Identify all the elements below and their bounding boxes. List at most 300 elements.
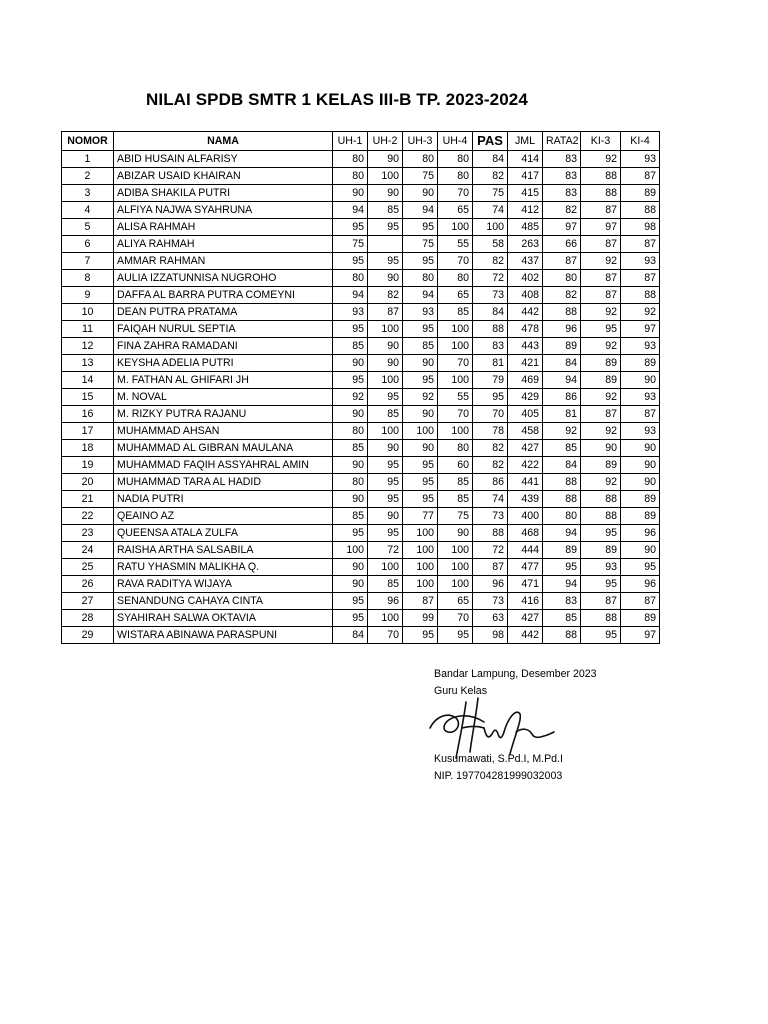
cell-uh1: 80 [333,151,368,168]
cell-uh2: 96 [368,593,403,610]
cell-nomor: 26 [62,576,114,593]
cell-uh3: 95 [403,321,438,338]
cell-jml: 421 [508,355,543,372]
table-row [62,627,660,644]
cell-jml: 458 [508,423,543,440]
cell-ki3: 87 [581,406,621,423]
cell-ki3: 87 [581,593,621,610]
table-row [62,423,660,440]
table-row [62,440,660,457]
cell-rata2: 83 [543,168,581,185]
cell-uh3: 80 [403,151,438,168]
cell-ki3: 87 [581,287,621,304]
cell-nama: AULIA IZZATUNNISA NUGROHO [114,270,333,287]
cell-rata2: 85 [543,440,581,457]
cell-ki4: 96 [621,525,660,542]
cell-ki3: 87 [581,236,621,253]
cell-jml: 405 [508,406,543,423]
cell-uh2: 90 [368,440,403,457]
cell-ki3: 89 [581,542,621,559]
cell-ki4: 93 [621,253,660,270]
cell-rata2: 81 [543,406,581,423]
cell-ki3: 95 [581,627,621,644]
cell-nomor: 9 [62,287,114,304]
cell-nomor: 3 [62,185,114,202]
cell-uh4: 75 [438,508,473,525]
cell-jml: 468 [508,525,543,542]
cell-uh1: 90 [333,559,368,576]
cell-rata2: 94 [543,576,581,593]
cell-uh4: 100 [438,338,473,355]
cell-nama: DEAN PUTRA PRATAMA [114,304,333,321]
cell-ki3: 90 [581,440,621,457]
cell-uh4: 80 [438,168,473,185]
cell-uh4: 100 [438,372,473,389]
table-row [62,542,660,559]
cell-uh4: 100 [438,542,473,559]
cell-uh3: 87 [403,593,438,610]
cell-uh3: 90 [403,406,438,423]
cell-ki3: 92 [581,151,621,168]
cell-nomor: 5 [62,219,114,236]
cell-rata2: 89 [543,338,581,355]
table-row [62,270,660,287]
cell-uh4: 100 [438,321,473,338]
cell-ki3: 92 [581,338,621,355]
cell-uh1: 94 [333,287,368,304]
cell-jml: 471 [508,576,543,593]
cell-uh1: 94 [333,202,368,219]
cell-nama: SYAHIRAH SALWA OKTAVIA [114,610,333,627]
cell-uh2: 95 [368,389,403,406]
cell-jml: 414 [508,151,543,168]
cell-uh2 [368,236,403,253]
cell-uh1: 75 [333,236,368,253]
cell-uh2: 100 [368,372,403,389]
cell-rata2: 84 [543,457,581,474]
cell-uh4: 85 [438,304,473,321]
cell-pas: 83 [473,338,508,355]
cell-uh4: 95 [438,627,473,644]
cell-nomor: 14 [62,372,114,389]
cell-ki3: 88 [581,610,621,627]
cell-rata2: 92 [543,423,581,440]
cell-rata2: 82 [543,202,581,219]
table-row [62,236,660,253]
cell-jml: 412 [508,202,543,219]
table-row [62,151,660,168]
cell-ki3: 95 [581,525,621,542]
cell-uh4: 90 [438,525,473,542]
cell-nomor: 24 [62,542,114,559]
table-row [62,202,660,219]
cell-nomor: 17 [62,423,114,440]
cell-uh2: 100 [368,168,403,185]
cell-nama: M. RIZKY PUTRA RAJANU [114,406,333,423]
cell-ki3: 88 [581,168,621,185]
table-row [62,576,660,593]
cell-uh2: 100 [368,610,403,627]
cell-jml: 442 [508,304,543,321]
cell-ki4: 92 [621,304,660,321]
cell-pas: 98 [473,627,508,644]
cell-uh4: 70 [438,610,473,627]
cell-ki4: 90 [621,457,660,474]
cell-uh1: 100 [333,542,368,559]
cell-uh3: 90 [403,185,438,202]
cell-pas: 63 [473,610,508,627]
table-row [62,185,660,202]
cell-pas: 87 [473,559,508,576]
cell-pas: 73 [473,508,508,525]
cell-jml: 441 [508,474,543,491]
cell-ki4: 89 [621,610,660,627]
header-pas: PAS [473,132,508,151]
cell-nama: NADIA PUTRI [114,491,333,508]
cell-rata2: 66 [543,236,581,253]
cell-uh3: 94 [403,202,438,219]
cell-ki3: 89 [581,457,621,474]
table-row [62,338,660,355]
cell-uh4: 85 [438,491,473,508]
header-uh3: UH-3 [403,132,438,151]
cell-uh3: 77 [403,508,438,525]
table-row [62,389,660,406]
cell-uh3: 95 [403,627,438,644]
cell-jml: 416 [508,593,543,610]
cell-uh4: 80 [438,440,473,457]
cell-nama: RATU YHASMIN MALIKHA Q. [114,559,333,576]
cell-rata2: 85 [543,610,581,627]
cell-jml: 415 [508,185,543,202]
cell-uh3: 90 [403,355,438,372]
cell-uh4: 65 [438,287,473,304]
cell-uh1: 95 [333,525,368,542]
cell-jml: 444 [508,542,543,559]
cell-nomor: 6 [62,236,114,253]
cell-jml: 469 [508,372,543,389]
cell-uh3: 95 [403,219,438,236]
cell-pas: 74 [473,491,508,508]
cell-uh3: 85 [403,338,438,355]
cell-rata2: 97 [543,219,581,236]
cell-ki3: 92 [581,389,621,406]
cell-rata2: 94 [543,525,581,542]
header-nomor: NOMOR [62,132,114,151]
cell-rata2: 86 [543,389,581,406]
cell-nomor: 21 [62,491,114,508]
cell-uh3: 100 [403,525,438,542]
cell-pas: 75 [473,185,508,202]
table-row [62,525,660,542]
cell-rata2: 87 [543,253,581,270]
cell-uh2: 95 [368,525,403,542]
cell-uh4: 100 [438,219,473,236]
cell-uh1: 95 [333,593,368,610]
cell-nomor: 8 [62,270,114,287]
cell-uh3: 75 [403,168,438,185]
cell-pas: 74 [473,202,508,219]
cell-uh2: 85 [368,576,403,593]
cell-nama: ADIBA SHAKILA PUTRI [114,185,333,202]
cell-nama: ALFIYA NAJWA SYAHRUNA [114,202,333,219]
cell-pas: 96 [473,576,508,593]
table-row [62,287,660,304]
cell-ki3: 95 [581,321,621,338]
cell-uh1: 80 [333,270,368,287]
cell-uh2: 90 [368,270,403,287]
cell-rata2: 94 [543,372,581,389]
cell-ki4: 93 [621,338,660,355]
cell-nama: MUHAMMAD AHSAN [114,423,333,440]
cell-ki4: 89 [621,508,660,525]
cell-uh2: 85 [368,202,403,219]
table-row [62,253,660,270]
cell-uh2: 95 [368,457,403,474]
cell-pas: 82 [473,168,508,185]
cell-uh4: 70 [438,253,473,270]
table-row [62,304,660,321]
cell-pas: 58 [473,236,508,253]
table-row [62,559,660,576]
cell-uh3: 80 [403,270,438,287]
cell-uh2: 95 [368,219,403,236]
cell-uh4: 100 [438,576,473,593]
cell-rata2: 83 [543,151,581,168]
cell-jml: 400 [508,508,543,525]
cell-uh3: 100 [403,423,438,440]
table-row [62,593,660,610]
cell-ki3: 89 [581,372,621,389]
cell-nomor: 10 [62,304,114,321]
cell-uh2: 82 [368,287,403,304]
cell-ki3: 87 [581,270,621,287]
cell-ki3: 97 [581,219,621,236]
cell-uh1: 84 [333,627,368,644]
cell-uh1: 80 [333,168,368,185]
cell-jml: 422 [508,457,543,474]
cell-nama: RAVA RADITYA WIJAYA [114,576,333,593]
header-ki4: KI-4 [621,132,660,151]
cell-nama: QUEENSA ATALA ZULFA [114,525,333,542]
table-row [62,491,660,508]
signer-name: Kusumawati, S.Pd.I, M.Pd.I [434,753,563,765]
cell-uh1: 95 [333,253,368,270]
cell-ki4: 90 [621,542,660,559]
cell-rata2: 83 [543,185,581,202]
cell-ki3: 95 [581,576,621,593]
cell-ki4: 93 [621,423,660,440]
cell-ki3: 93 [581,559,621,576]
cell-uh1: 92 [333,389,368,406]
cell-ki4: 90 [621,440,660,457]
cell-ki4: 87 [621,236,660,253]
cell-uh1: 90 [333,406,368,423]
cell-uh4: 85 [438,474,473,491]
cell-ki4: 98 [621,219,660,236]
cell-uh2: 72 [368,542,403,559]
signer-nip: NIP. 197704281999032003 [434,770,563,782]
cell-rata2: 88 [543,304,581,321]
cell-rata2: 88 [543,491,581,508]
cell-uh4: 60 [438,457,473,474]
cell-uh3: 94 [403,287,438,304]
cell-nama: RAISHA ARTHA SALSABILA [114,542,333,559]
cell-rata2: 88 [543,474,581,491]
grades-table [61,131,660,644]
cell-nomor: 20 [62,474,114,491]
cell-jml: 437 [508,253,543,270]
cell-ki3: 87 [581,202,621,219]
cell-ki4: 97 [621,627,660,644]
cell-uh4: 80 [438,151,473,168]
cell-nomor: 4 [62,202,114,219]
cell-ki4: 96 [621,576,660,593]
table-row [62,355,660,372]
header-rata2: RATA2 [543,132,581,151]
cell-uh1: 90 [333,355,368,372]
cell-ki4: 89 [621,491,660,508]
cell-pas: 79 [473,372,508,389]
cell-uh3: 95 [403,372,438,389]
cell-pas: 84 [473,304,508,321]
table-row [62,457,660,474]
cell-uh3: 93 [403,304,438,321]
cell-nomor: 2 [62,168,114,185]
cell-nama: MUHAMMAD AL GIBRAN MAULANA [114,440,333,457]
cell-nama: DAFFA AL BARRA PUTRA COMEYNI [114,287,333,304]
cell-uh3: 95 [403,491,438,508]
cell-rata2: 84 [543,355,581,372]
cell-nomor: 23 [62,525,114,542]
cell-ki4: 87 [621,168,660,185]
cell-ki4: 90 [621,372,660,389]
cell-nama: WISTARA ABINAWA PARASPUNI [114,627,333,644]
cell-pas: 81 [473,355,508,372]
table-row [62,219,660,236]
cell-ki4: 93 [621,389,660,406]
cell-rata2: 95 [543,559,581,576]
cell-ki4: 89 [621,355,660,372]
cell-uh1: 90 [333,576,368,593]
cell-uh2: 90 [368,355,403,372]
cell-uh4: 65 [438,202,473,219]
signature-block [434,666,597,785]
cell-jml: 427 [508,610,543,627]
cell-uh1: 90 [333,457,368,474]
table-header-row [62,132,660,151]
cell-uh1: 95 [333,219,368,236]
cell-nomor: 22 [62,508,114,525]
cell-uh2: 95 [368,253,403,270]
cell-pas: 78 [473,423,508,440]
cell-uh3: 100 [403,559,438,576]
cell-pas: 82 [473,253,508,270]
cell-nama: FINA ZAHRA RAMADANI [114,338,333,355]
cell-uh2: 87 [368,304,403,321]
header-ki3: KI-3 [581,132,621,151]
table-row [62,610,660,627]
cell-uh1: 85 [333,440,368,457]
cell-uh4: 55 [438,236,473,253]
cell-ki4: 93 [621,151,660,168]
cell-uh3: 100 [403,542,438,559]
cell-pas: 70 [473,406,508,423]
cell-pas: 82 [473,440,508,457]
header-uh4: UH-4 [438,132,473,151]
cell-ki4: 87 [621,406,660,423]
cell-uh4: 100 [438,423,473,440]
cell-uh4: 100 [438,559,473,576]
cell-uh2: 90 [368,508,403,525]
cell-jml: 429 [508,389,543,406]
cell-pas: 86 [473,474,508,491]
cell-ki4: 87 [621,270,660,287]
cell-uh2: 95 [368,474,403,491]
cell-nama: M. FATHAN AL GHIFARI JH [114,372,333,389]
cell-uh4: 65 [438,593,473,610]
cell-uh1: 85 [333,338,368,355]
cell-ki3: 92 [581,474,621,491]
cell-jml: 478 [508,321,543,338]
cell-nama: ABID HUSAIN ALFARISY [114,151,333,168]
cell-pas: 82 [473,457,508,474]
cell-uh4: 70 [438,406,473,423]
table-row [62,474,660,491]
cell-nomor: 16 [62,406,114,423]
cell-jml: 417 [508,168,543,185]
cell-pas: 95 [473,389,508,406]
cell-nama: FAIQAH NURUL SEPTIA [114,321,333,338]
cell-uh3: 95 [403,457,438,474]
cell-nomor: 19 [62,457,114,474]
cell-uh1: 93 [333,304,368,321]
cell-uh3: 92 [403,389,438,406]
cell-nomor: 29 [62,627,114,644]
cell-uh4: 70 [438,355,473,372]
cell-nomor: 27 [62,593,114,610]
cell-uh3: 100 [403,576,438,593]
cell-uh2: 70 [368,627,403,644]
cell-nama: ALISA RAHMAH [114,219,333,236]
cell-uh1: 80 [333,474,368,491]
cell-nama: AMMAR RAHMAN [114,253,333,270]
cell-pas: 72 [473,542,508,559]
cell-uh1: 90 [333,185,368,202]
header-jml: JML [508,132,543,151]
cell-ki3: 92 [581,423,621,440]
cell-rata2: 80 [543,508,581,525]
cell-uh3: 75 [403,236,438,253]
cell-nama: QEAINO AZ [114,508,333,525]
cell-uh4: 70 [438,185,473,202]
cell-uh1: 80 [333,423,368,440]
cell-uh3: 95 [403,474,438,491]
cell-pas: 88 [473,321,508,338]
cell-pas: 73 [473,287,508,304]
cell-ki3: 89 [581,355,621,372]
cell-uh2: 90 [368,151,403,168]
cell-nama: M. NOVAL [114,389,333,406]
cell-nomor: 7 [62,253,114,270]
cell-uh1: 85 [333,508,368,525]
cell-pas: 100 [473,219,508,236]
table-row [62,321,660,338]
cell-pas: 72 [473,270,508,287]
cell-nama: ALIYA RAHMAH [114,236,333,253]
cell-uh3: 99 [403,610,438,627]
cell-jml: 442 [508,627,543,644]
